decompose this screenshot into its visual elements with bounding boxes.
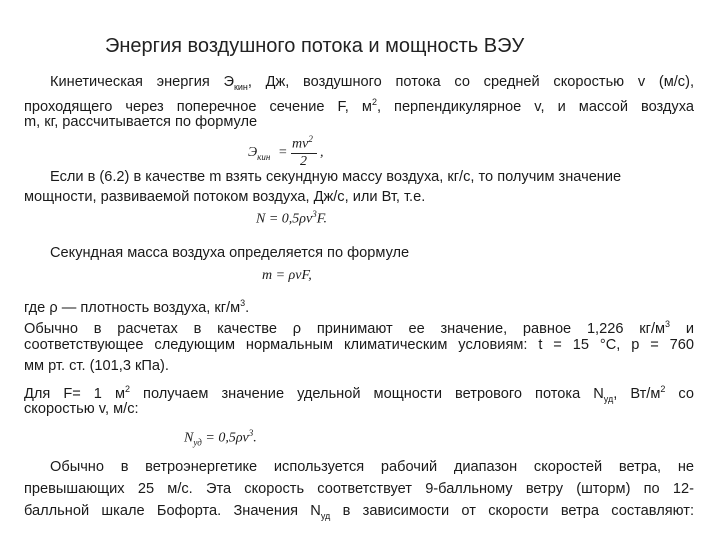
paragraph-power-line-2: мощности, развиваемой потоком воздуха, Дж/с, или Вт, т.е.	[24, 189, 426, 205]
paragraph-density-line-1: где ρ — плотность воздуха, $кг/м^3$.	[24, 298, 250, 316]
formula-mass-flow: m = ρvF,	[262, 268, 312, 283]
paragraph-wind-range-line-3: балльной шкале Бофорта. Значения $N_{уд}$ в зависимости от скорости ветра составляют:	[24, 503, 694, 521]
paragraph-density-line-5: Для F= 1 $м^2$ получаем значение удельной мощности ветрового потока $N_{уд}$, $Вт/м^2$ со	[24, 384, 694, 404]
paragraph-density-line-3: соответствующее следующим нормальным климатическим условиям: t = 15 °С, p = 760	[24, 337, 694, 353]
paragraph-wind-range-line-1: Обычно в ветроэнергетике используется рабочий диапазон скоростей ветра, не	[50, 459, 694, 475]
paragraph-mass-flow: Секундная масса воздуха определяется по формуле	[50, 245, 410, 261]
paragraph-density-line-2: Обычно в расчетах в качестве ρ принимают ее значение, равное 1,226 $кг/м^3$ и	[24, 319, 694, 337]
paragraph-kinetic-energy-line-3: m, кг, рассчитывается по формуле	[24, 114, 258, 130]
paragraph-kinetic-energy-line-1: Кинетическая энергия $Э_{кин}$, Дж, воздушного потока со средней скоростью v (м/с),	[50, 74, 694, 92]
paragraph-density-line-4: мм рт. ст. (101,3 кПа).	[24, 358, 169, 374]
paragraph-wind-range-line-2: превышающих 25 м/с. Эта скорость соответствует 9-балльному ветру (шторм) по 12-	[24, 481, 694, 497]
paragraph-kinetic-energy-line-2: проходящего через поперечное сечение F, $м^2$, перпендикулярное v, и массой воздуха	[24, 97, 694, 115]
paragraph-power-line-1: Если в (6.2) в качестве m взять секундную массу воздуха, кг/с, то получим значение	[50, 169, 622, 185]
paragraph-density-line-6: скоростью v, м/с:	[24, 401, 139, 417]
formula-specific-power: $N_{уд} = 0,5\rho v^3$.	[184, 428, 257, 448]
page-title: Энергия воздушного потока и мощность ВЭУ	[105, 35, 525, 57]
formula-power: $N = 0,5\rho v^3F$.	[256, 209, 327, 227]
